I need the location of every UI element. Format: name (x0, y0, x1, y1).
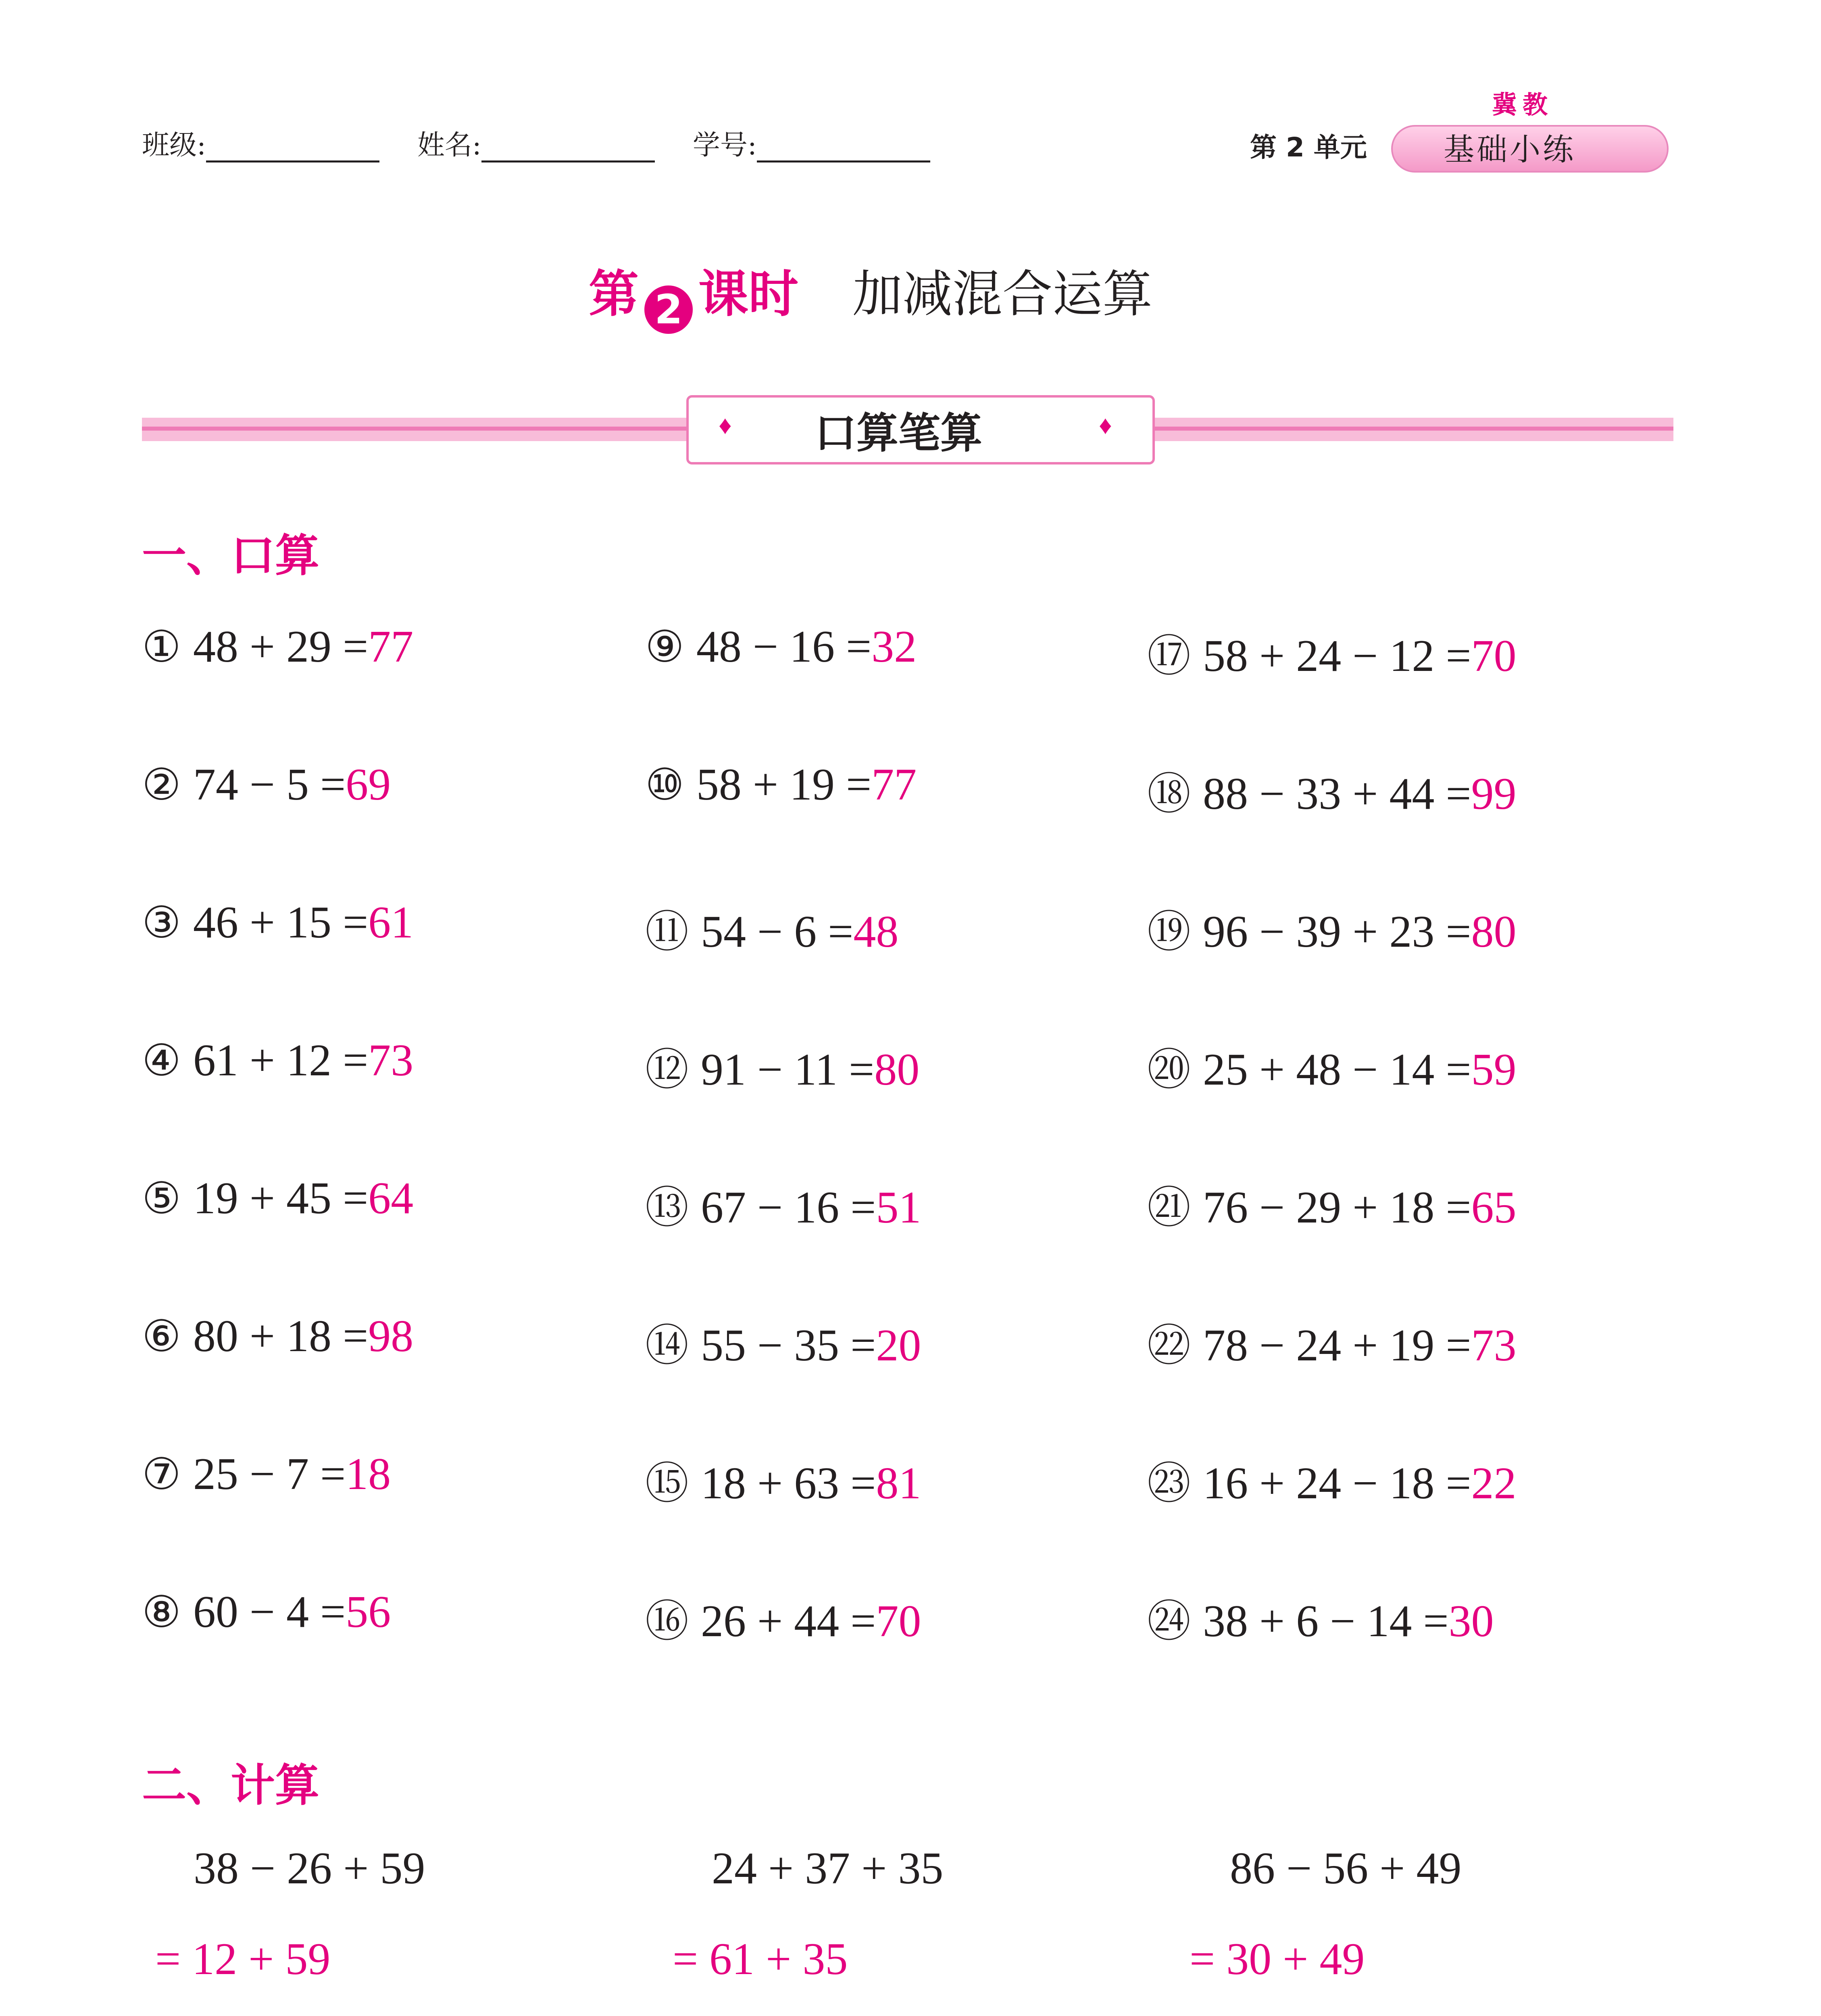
oral-calc-item (1147, 1310, 1517, 1373)
answer: 80 (1471, 907, 1517, 957)
name-label: 姓名: (417, 129, 481, 161)
answer: 77 (368, 622, 414, 672)
item-number: ⑬ (645, 1183, 689, 1233)
item-number: ⑲ (1147, 907, 1191, 957)
item-number: ⑭ (645, 1320, 689, 1371)
answer: 20 (876, 1320, 921, 1370)
expression: 55 − 35 = (701, 1320, 876, 1370)
answer: 48 (853, 907, 899, 957)
class-field[interactable] (206, 133, 379, 162)
student-info-bar (142, 123, 1029, 168)
item-number: ① (142, 622, 181, 672)
expression: 76 − 29 + 18 = (1203, 1183, 1471, 1233)
answer: 70 (1471, 631, 1517, 681)
brand-title: 基础小练 (1444, 131, 1576, 167)
item-number: ⑩ (645, 760, 684, 810)
expression: 58 + 24 − 12 = (1203, 631, 1471, 681)
diamond-icon: ♦ (719, 411, 732, 439)
expression: 67 − 16 = (701, 1183, 876, 1233)
oral-calc-item (142, 897, 413, 949)
answer: 81 (876, 1458, 921, 1508)
answer: 18 (346, 1449, 391, 1499)
oral-calc-item (1147, 1586, 1494, 1649)
section-1-title: 一、口算 (142, 530, 319, 581)
item-number: ③ (142, 898, 181, 948)
unit-label: 第 2 单元 (1250, 132, 1367, 163)
calc-problem-step: = 30 + 49 (1190, 1934, 1365, 1984)
oral-calc-item (645, 759, 917, 811)
expression: 78 − 24 + 19 = (1203, 1320, 1471, 1370)
oral-calc-item (645, 897, 898, 959)
expression: 54 − 6 = (701, 907, 854, 957)
item-number: ② (142, 760, 181, 810)
oral-calc-item (142, 621, 413, 673)
item-number: ㉒ (1147, 1320, 1191, 1371)
item-number: ⑧ (142, 1587, 181, 1637)
lesson-number-badge: 2 (644, 285, 693, 334)
section-band-title: 口算笔算 (815, 408, 983, 458)
expression: 74 − 5 = (193, 760, 346, 810)
expression: 16 + 24 − 18 = (1203, 1458, 1471, 1508)
item-number: ⑨ (645, 622, 684, 672)
oral-calc-item (1147, 759, 1517, 821)
oral-calc-item (142, 1310, 413, 1362)
oral-calc-item (645, 1586, 921, 1649)
brand-publisher: 冀教 (1492, 90, 1554, 119)
item-number: ㉑ (1147, 1183, 1191, 1233)
item-number: ⑥ (142, 1311, 181, 1362)
answer: 30 (1448, 1596, 1494, 1646)
band-right-line (1153, 427, 1673, 431)
item-number: ⑪ (645, 907, 689, 957)
answer: 70 (876, 1596, 921, 1646)
name-field[interactable] (481, 133, 655, 162)
oral-calc-item (1147, 1448, 1517, 1511)
item-number: ⑮ (645, 1458, 689, 1509)
item-number: ⑰ (1147, 631, 1191, 681)
expression: 48 − 16 = (696, 622, 872, 672)
oral-calc-item (645, 621, 917, 673)
oral-calc-item (1147, 1035, 1517, 1097)
oral-calc-item (1147, 621, 1517, 683)
answer: 65 (1471, 1183, 1517, 1233)
item-number: ㉓ (1147, 1458, 1191, 1509)
class-label: 班级: (142, 129, 206, 161)
item-number: ⑳ (1147, 1045, 1191, 1095)
answer: 77 (871, 760, 917, 810)
answer: 69 (346, 760, 391, 810)
item-number: ⑦ (142, 1449, 181, 1500)
answer: 64 (368, 1173, 414, 1223)
expression: 46 + 15 = (193, 898, 369, 948)
oral-calc-item (645, 1173, 921, 1235)
oral-calc-item (645, 1448, 921, 1511)
answer: 56 (346, 1587, 391, 1637)
diamond-icon: ♦ (1099, 411, 1112, 439)
oral-calc-item (1147, 1173, 1517, 1235)
item-number: ⑤ (142, 1173, 181, 1224)
answer: 98 (368, 1311, 414, 1361)
expression: 61 + 12 = (193, 1035, 369, 1085)
answer: 73 (1471, 1320, 1517, 1370)
answer: 51 (876, 1183, 921, 1233)
oral-calc-item (645, 1035, 919, 1097)
lesson-suffix: 课时 (698, 265, 799, 323)
expression: 25 − 7 = (193, 1449, 346, 1499)
expression: 25 + 48 − 14 = (1203, 1045, 1471, 1095)
expression: 48 + 29 = (193, 622, 369, 672)
oral-calc-item (645, 1310, 921, 1373)
oral-calc-item (142, 1173, 413, 1225)
calc-problem-step: = 12 + 59 (155, 1934, 331, 1984)
answer: 80 (874, 1045, 920, 1095)
item-number: ㉔ (1147, 1596, 1191, 1647)
item-number: ⑫ (645, 1045, 689, 1095)
expression: 19 + 45 = (193, 1173, 369, 1223)
band-left-line (142, 427, 686, 431)
calc-problem-step: = 61 + 35 (673, 1934, 848, 1984)
expression: 60 − 4 = (193, 1587, 346, 1637)
answer: 99 (1471, 769, 1517, 819)
lesson-prefix: 第 (589, 265, 639, 323)
expression: 26 + 44 = (701, 1596, 876, 1646)
section-2-title: 二、计算 (142, 1760, 319, 1811)
oral-calc-item (142, 1586, 391, 1638)
expression: 91 − 11 = (701, 1045, 875, 1095)
answer: 73 (368, 1035, 414, 1085)
expression: 58 + 19 = (696, 760, 872, 810)
oral-calc-item (142, 1448, 391, 1500)
item-number: ④ (142, 1035, 181, 1086)
oral-calc-item (1147, 897, 1517, 959)
calc-problem-question: 38 − 26 + 59 (194, 1843, 425, 1893)
student-id-field[interactable] (757, 133, 930, 162)
expression: 88 − 33 + 44 = (1203, 769, 1471, 819)
oral-calc-item (142, 759, 391, 811)
expression: 96 − 39 + 23 = (1203, 907, 1471, 957)
calc-problem-question: 24 + 37 + 35 (712, 1843, 944, 1893)
oral-calc-item (142, 1035, 413, 1087)
item-number: ⑱ (1147, 769, 1191, 819)
answer: 32 (871, 622, 917, 672)
lesson-topic: 加减混合运算 (852, 265, 1153, 323)
answer: 59 (1471, 1045, 1517, 1095)
answer: 61 (368, 898, 414, 948)
student-id-label: 学号: (692, 129, 757, 161)
answer: 22 (1471, 1458, 1517, 1508)
calc-problem-question: 86 − 56 + 49 (1230, 1843, 1462, 1893)
expression: 80 + 18 = (193, 1311, 369, 1361)
lesson-title (589, 254, 1152, 334)
expression: 18 + 63 = (701, 1458, 876, 1508)
expression: 38 + 6 − 14 = (1203, 1596, 1449, 1646)
item-number: ⑯ (645, 1596, 689, 1647)
